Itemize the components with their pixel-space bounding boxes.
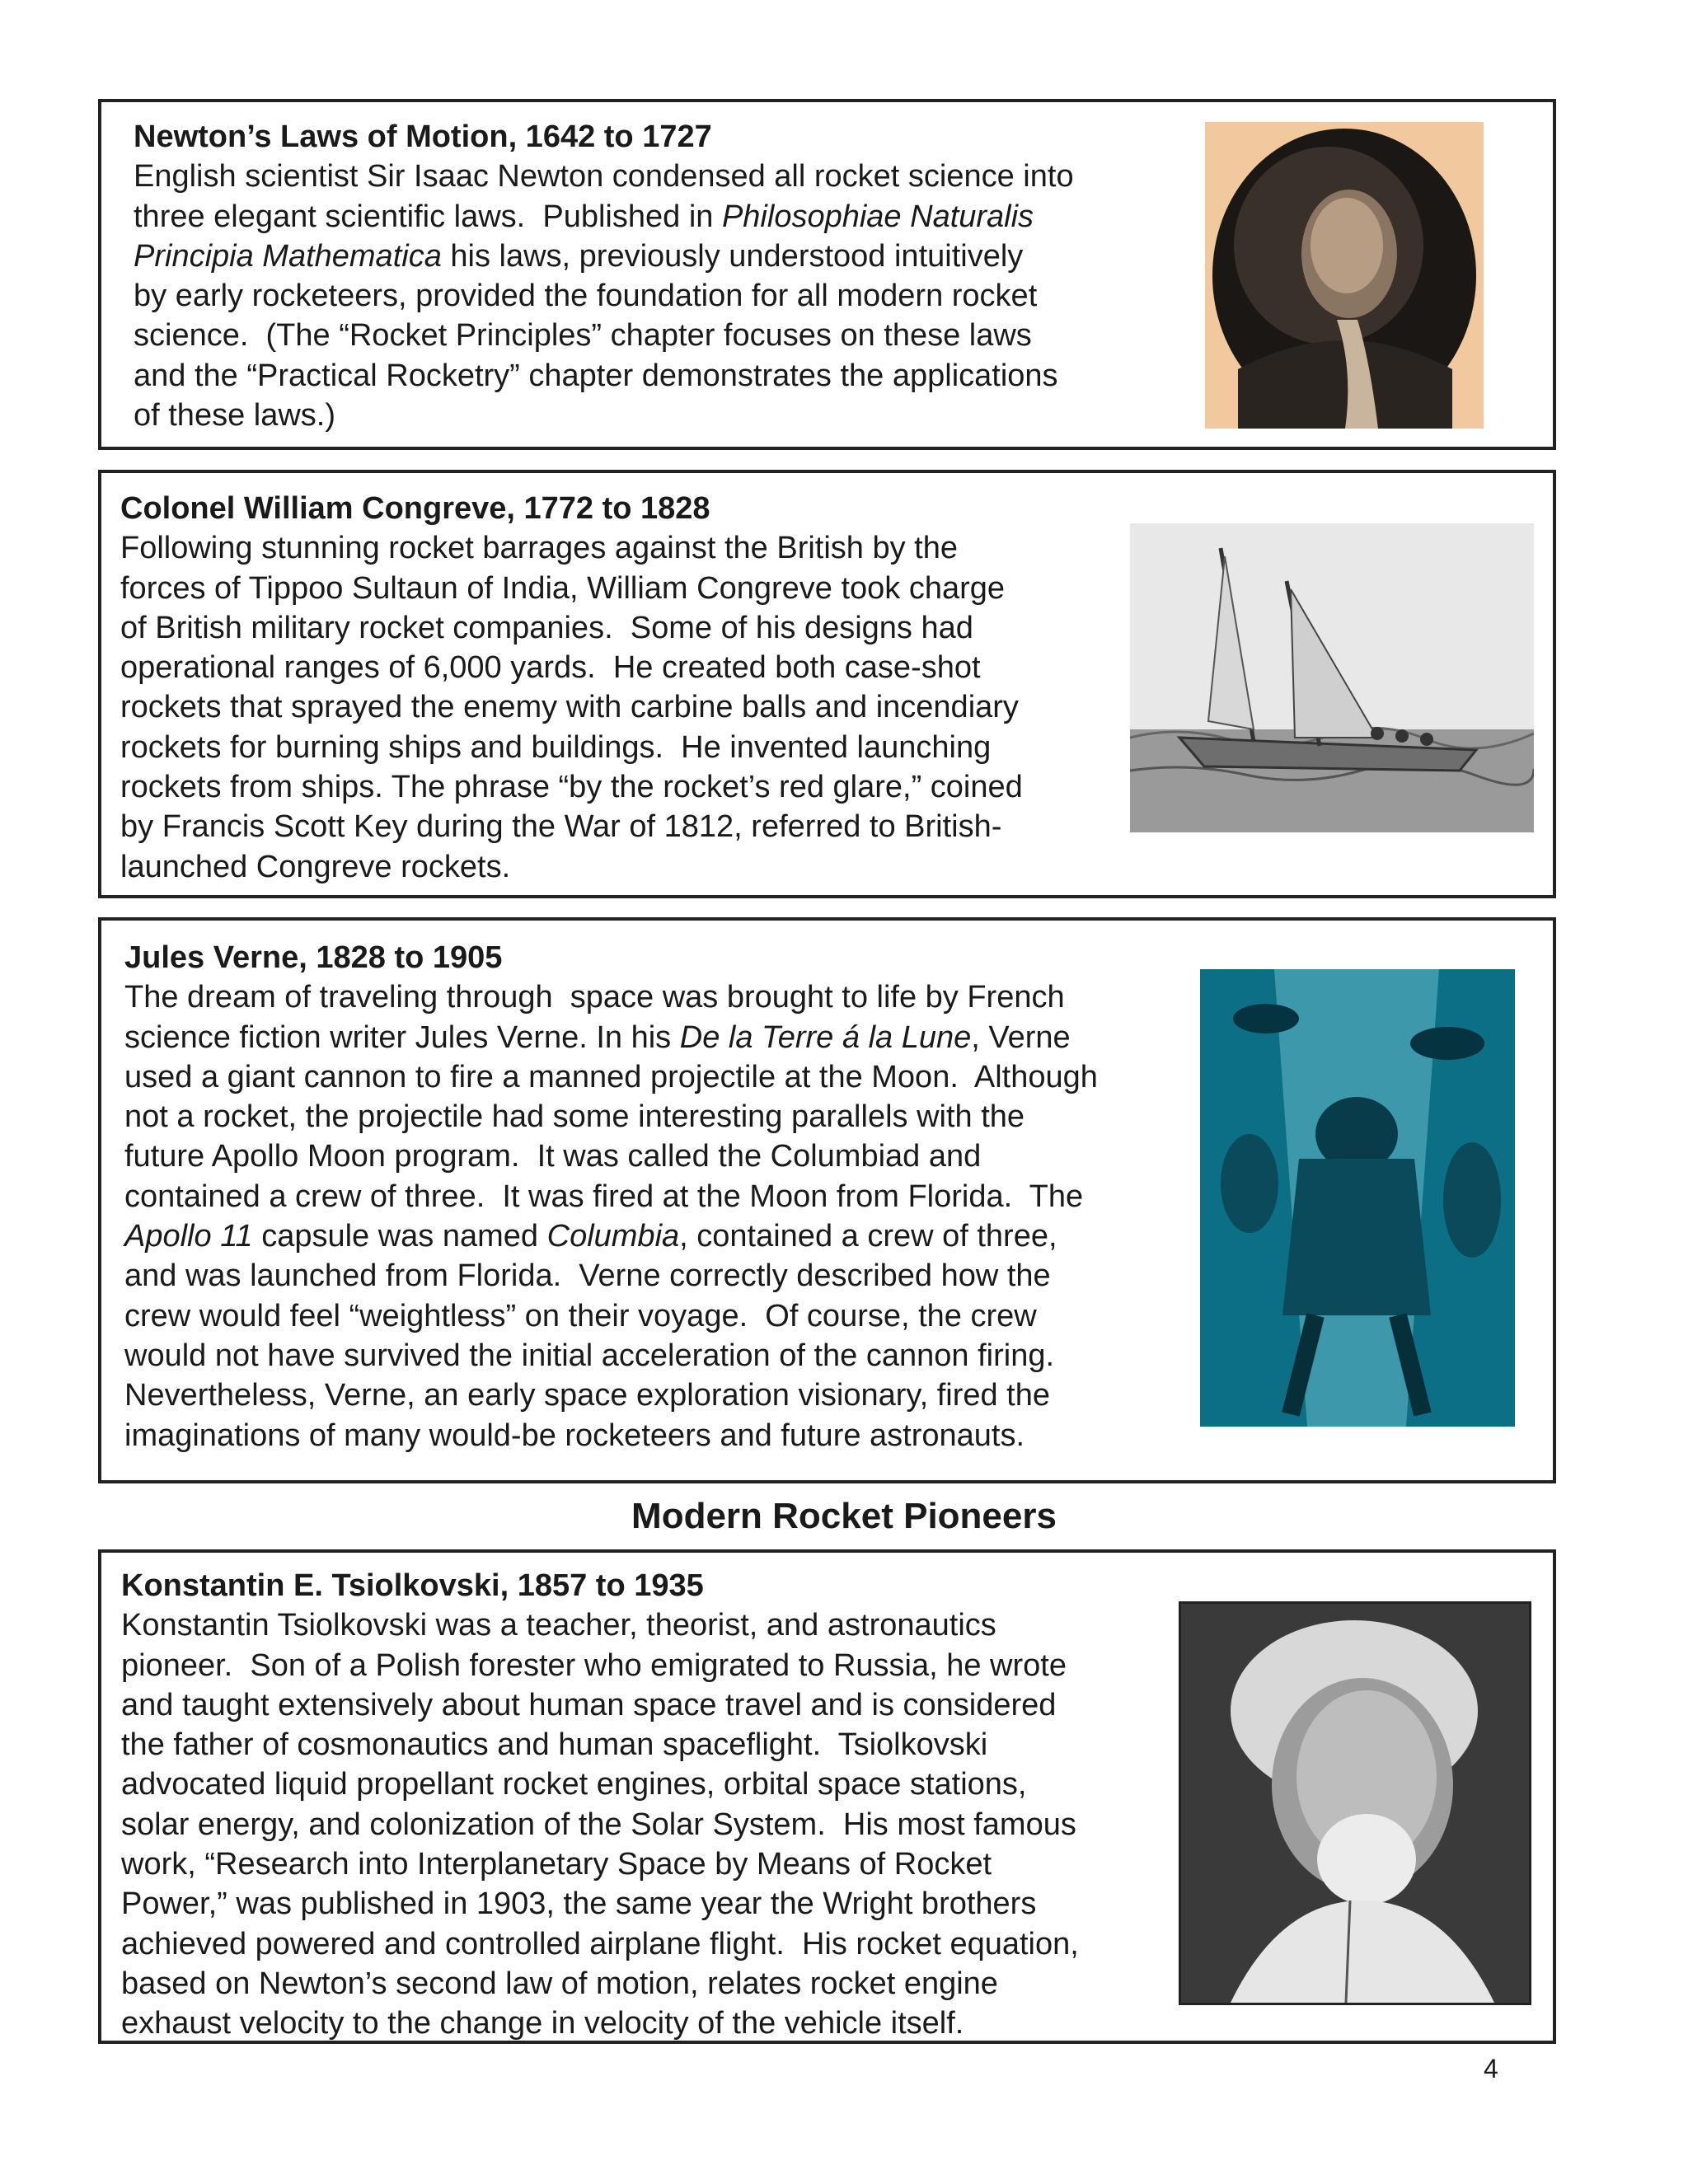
rocket-ship-engraving-image — [1130, 523, 1534, 832]
page-number: 4 — [1484, 2054, 1498, 2083]
tsiolkovski-portrait-image — [1179, 1601, 1531, 2005]
modern-rocket-pioneers-heading: Modern Rocket Pioneers — [631, 1496, 1057, 1536]
verne-text — [124, 938, 1196, 1455]
congreve-text — [120, 489, 1109, 887]
newton-text — [134, 117, 1205, 435]
section-body: Konstantin Tsiolkovski was a teacher, theorist, and astronautics pioneer. Son of a Polish forester who emigrated to Russia, he wrote and taught extensively about human space travel and is considered the father of cosmonautics and human spaceflight. Tsiolkovski advocated liquid propellant rocket engines, orbital space stations, solar energy, and colonization of the Solar System. His most famous work, “Research into Interplanetary Space by Means of Rocket Power,” was published in 1903, the same year the Wright brothers achieved powered and controlled airplane flight. His rocket equation, based on Newton’s second law of motion, relates rocket engine exhaust velocity to the change in velocity of the vehicle itself. — [121, 1608, 1079, 2041]
section-body: Following stunning rocket barrages against the British by the forces of Tippoo Sultaun of India, William Congreve took charge of British military rocket companies. Some of his designs had operational ranges of 6,000 yards. He created both case-shot rockets that sprayed the enemy with carbine balls and incendiary rockets for burning ships and buildings. He invented launching rockets from ships. The phrase “by the rocket’s red glare,” coined by Francis Scott Key during the War of 1812, referred to British- launched Congreve rockets. — [120, 531, 1023, 884]
section-body: The dream of traveling through space was brought to life by French science fiction writer Jules Verne. In his De la Terre á la Lune, Verne used a giant cannon to fire a manned projectile at the Moon. Although not a rocket, the projectile had some interesting parallels with the future Apollo Moon program. It was called the Columbiad and contained a crew of three. It was fired at the Moon from Florida. The Apollo 11 capsule was named Columbia, contained a crew of three, and was launched from Florida. Verne correctly described how the crew would feel “weightless” on their voyage. Of course, the crew would not have survived the initial acceleration of the cannon firing. Nevertheless, Verne, an early space exploration visionary, fired the imaginations of many would-be rocketeers and future astronauts. — [124, 980, 1098, 1453]
verne-illustration-image — [1200, 969, 1515, 1427]
newton-portrait-image — [1205, 122, 1484, 429]
section-title: Jules Verne, 1828 to 1905 — [124, 940, 503, 975]
section-title: Newton’s Laws of Motion, 1642 to 1727 — [134, 120, 712, 154]
section-body: English scientist Sir Isaac Newton condensed all rocket science into three elegant scientific laws. Published in Philosophiae Naturalis Principia Mathematica his laws, previously understood intuitively by early rocketeers, provided the foundation for all modern rocket science. (The “Rocket Principles” chapter focuses on these laws and the “Practical Rocketry” chapter demonstrates the applications of these laws.) — [134, 159, 1074, 434]
section-title: Colonel William Congreve, 1772 to 1828 — [120, 491, 710, 526]
section-title: Konstantin E. Tsiolkovski, 1857 to 1935 — [121, 1568, 704, 1603]
tsiolkovski-text — [121, 1566, 1193, 2044]
